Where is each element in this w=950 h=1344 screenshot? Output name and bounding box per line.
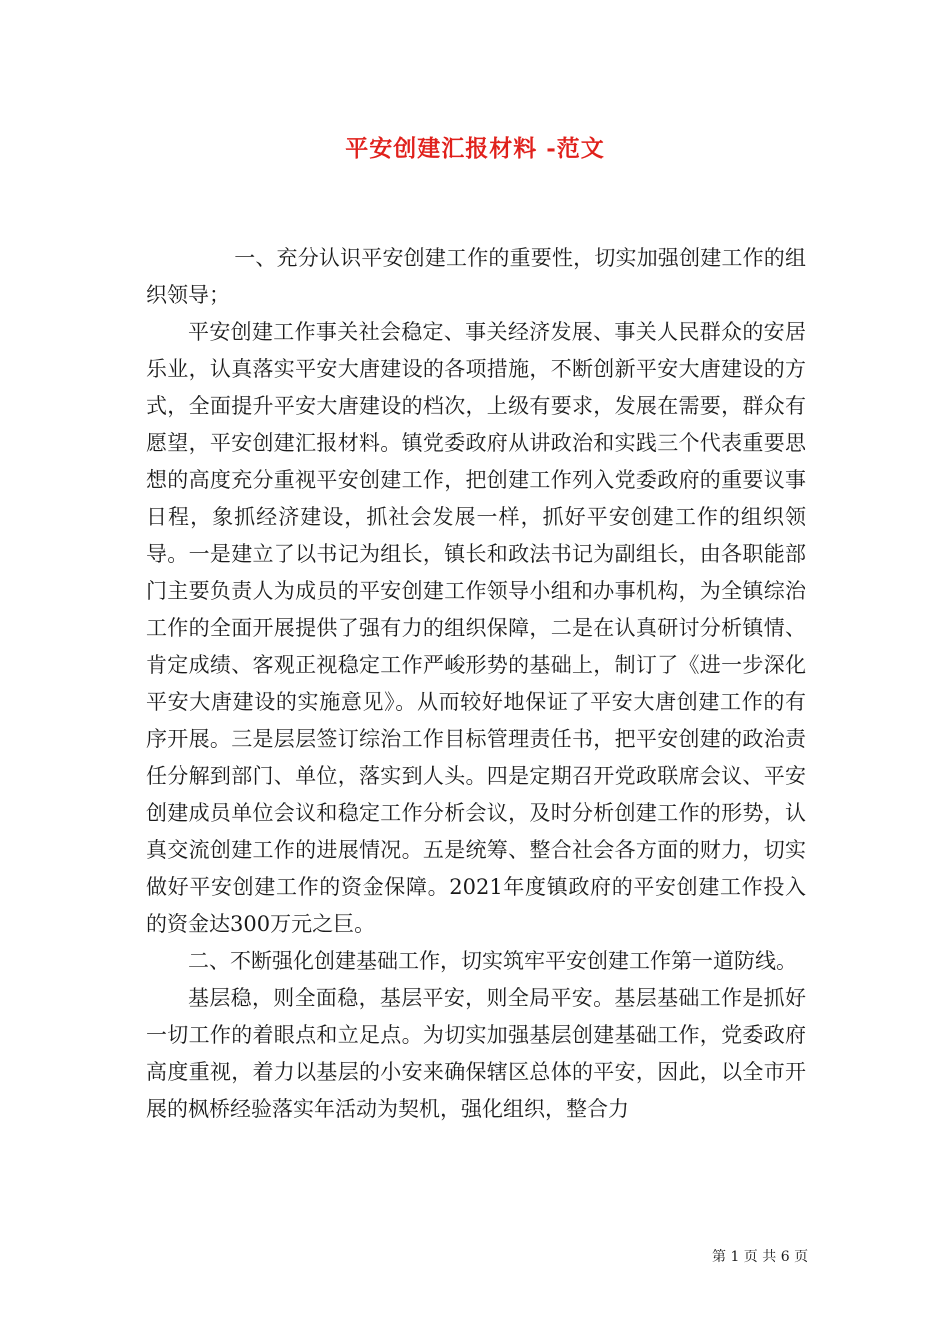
section-heading-2: 二、不断强化创建基础工作，切实筑牢平安创建工作第一道防线。 [188, 949, 797, 973]
body-paragraph-2: 基层稳，则全面稳，基层平安，则全局平安。基层基础工作是抓好一切工作的着眼点和立足点。为切实加强基层创建基础工作，党委政府高度重视，着力以基层的小安来确保辖区总体的平安，因此，以全市开展的枫桥经验落实年活动为契机，强化组织，整合力 [146, 986, 806, 1121]
section-heading-1: 一、充分认识平安创建工作的重要性，切实加强创建工作的组织领导； [146, 246, 806, 307]
body-paragraph-1: 平安创建工作事关社会稳定、事关经济发展、事关人民群众的安居乐业，认真落实平安大唐建设的各项措施，不断创新平安大唐建设的方式，全面提升平安大唐建设的档次，上级有要求，发展在需要，群众有愿望，平安创建汇报材料。镇党委政府从讲政治和实践三个代表重要思想的高度充分重视平安创建工作，把创建工作列入党委政府的重要议事日程，象抓经济建设，抓社会发展一样，抓好平安创建工作的组织领导。一是建立了以书记为组长，镇长和政法书记为副组长，由各职能部门主要负责人为成员的平安创建工作领导小组和办事机构，为全镇综治工作的全面开展提供了强有力的组织保障，二是在认真研讨分析镇情、肯定成绩、客观正视稳定工作严峻形势的基础上，制订了《进一步深化平安大唐建设的实施意见》。从而较好地保证了平安大唐创建工作的有序开展。三是层层签订综治工作目标管理责任书，把平安创建的政治责任分解到部门、单位，落实到人头。四是定期召开党政联席会议、平安创建成员单位会议和稳定工作分析会议，及时分析创建工作的形势，认真交流创建工作的进展情况。五是统筹、整合社会各方面的财力，切实做好平安创建工作的资金保障。2021年度镇政府的平安创建工作投入的资金达300万元之巨。 [146, 320, 806, 936]
page-number: 第 1 页 共 6 页 [712, 1249, 809, 1265]
document-title: 平安创建汇报材料 -范文 [345, 135, 605, 162]
document-body [146, 240, 806, 1128]
